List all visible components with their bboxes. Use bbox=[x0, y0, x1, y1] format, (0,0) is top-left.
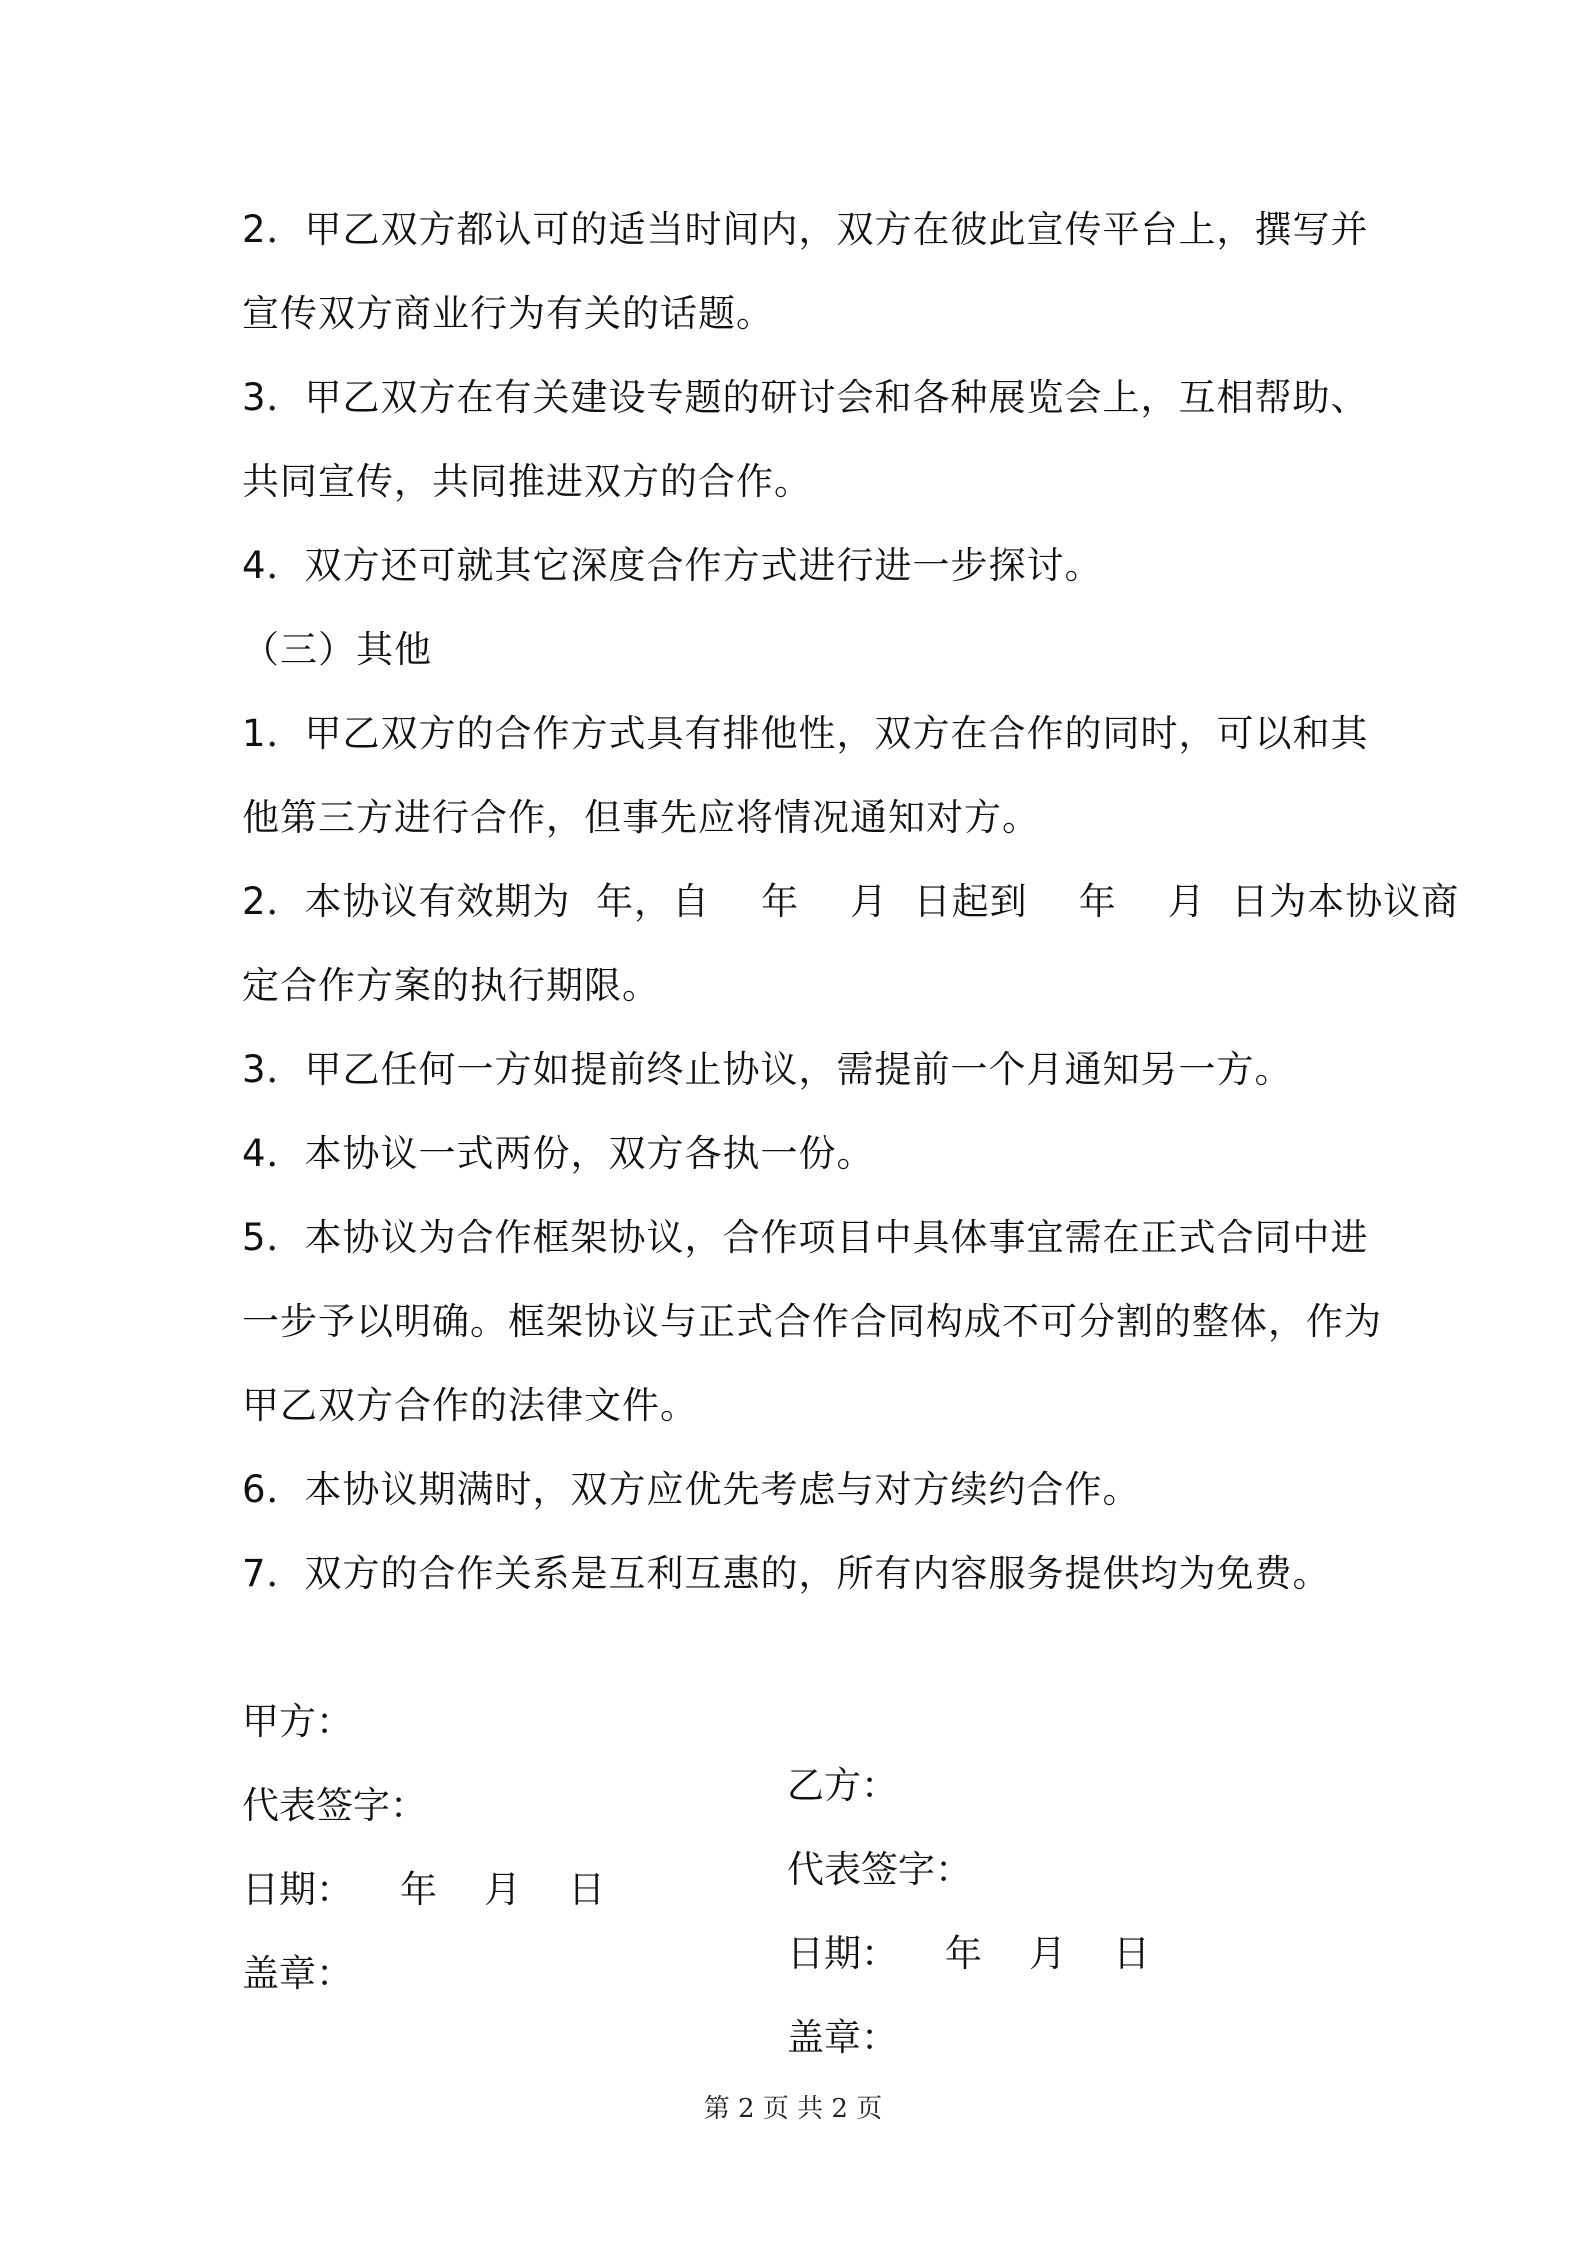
seal-a-label: 盖章： bbox=[242, 1952, 353, 1995]
paragraph-line: 2．本协议有效期为 年，自 年 月 日起到 年 月 日为本协议商 bbox=[242, 880, 1460, 923]
rep-a-label: 代表签字： bbox=[242, 1784, 427, 1827]
paragraph-line: 4．本协议一式两份，双方各执一份。 bbox=[242, 1132, 875, 1175]
paragraph-line: 共同宣传，共同推进双方的合作。 bbox=[242, 460, 812, 503]
signature-seal-row bbox=[242, 1878, 1362, 2059]
date-b-label: 日期： 年 月 日 bbox=[787, 1932, 1151, 1975]
paragraph-line: 甲乙双方合作的法律文件。 bbox=[242, 1384, 698, 1427]
paragraph-line: 定合作方案的执行期限。 bbox=[242, 964, 660, 1007]
paragraph-line: 1．甲乙双方的合作方式具有排他性，双方在合作的同时，可以和其 bbox=[242, 712, 1369, 755]
paragraph-line: 6．本协议期满时，双方应优先考虑与对方续约合作。 bbox=[242, 1468, 1141, 1511]
paragraph-line: 一步予以明确。框架协议与正式合作合同构成不可分割的整体，作为 bbox=[242, 1300, 1382, 1343]
party-b-label: 乙方： bbox=[787, 1764, 898, 1807]
paragraph-line: 5．本协议为合作框架协议，合作项目中具体事宜需在正式合同中进 bbox=[242, 1216, 1369, 1259]
paragraph-line: 宣传双方商业行为有关的话题。 bbox=[242, 292, 774, 335]
page-number-footer: 第 2 页 共 2 页 bbox=[703, 2094, 883, 2124]
document-body bbox=[242, 198, 1460, 2059]
paragraph-line: 7．双方的合作关系是互利互惠的，所有内容服务提供均为免费。 bbox=[242, 1552, 1331, 1595]
paragraph-line: 他第三方进行合作，但事先应将情况通知对方。 bbox=[242, 796, 1040, 839]
date-a-label: 日期： 年 月 日 bbox=[242, 1868, 606, 1911]
paragraph-line: 3．甲乙双方在有关建设专题的研讨会和各种展览会上，互相帮助、 bbox=[242, 376, 1369, 419]
section-heading: （三）其他 bbox=[242, 628, 432, 671]
paragraph-line: 2．甲乙双方都认可的适当时间内，双方在彼此宣传平台上，撰写并 bbox=[242, 208, 1369, 251]
seal-b-label: 盖章： bbox=[787, 2016, 898, 2059]
party-a-label: 甲方： bbox=[242, 1700, 353, 1743]
rep-b-label: 代表签字： bbox=[787, 1848, 972, 1891]
paragraph-line: 4．双方还可就其它深度合作方式进行进一步探讨。 bbox=[242, 544, 1103, 587]
paragraph-line: 3．甲乙任何一方如提前终止协议，需提前一个月通知另一方。 bbox=[242, 1048, 1293, 1091]
